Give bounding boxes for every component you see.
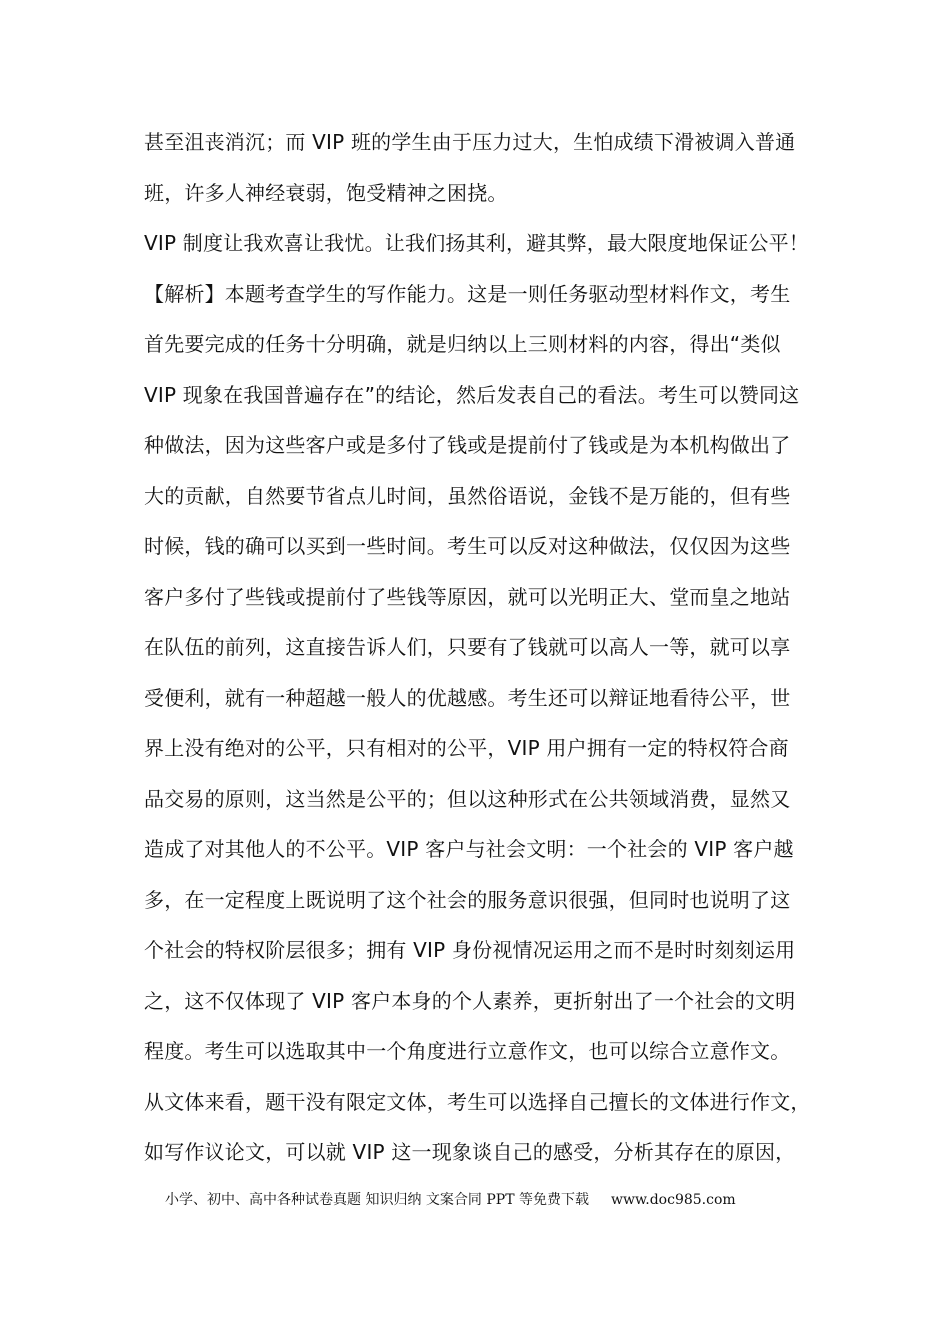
text-line: 之，这不仅体现了 VIP 客户本身的个人素养，更折射出了一个社会的文明 <box>144 988 796 1013</box>
text-line: VIP 现象在我国普遍存在”的结论，然后发表自己的看法。考生可以赞同这 <box>144 382 800 407</box>
text-line: 甚至沮丧消沉；而 VIP 班的学生由于压力过大，生怕成绩下滑被调入普通 <box>144 130 796 154</box>
text-line: 造成了对其他人的不公平。VIP 客户与社会文明：一个社会的 VIP 客户越 <box>144 837 794 861</box>
text-line: 客户多付了些钱或提前付了些钱等原因，就可以光明正大、堂而皇之地站 <box>144 584 791 609</box>
page-footer <box>165 1190 805 1210</box>
text-line: VIP 制度让我欢喜让我忧。让我们扬其利，避其弊，最大限度地保证公平！ <box>144 231 809 255</box>
footer-site-link[interactable]: www.doc985.com <box>610 1192 736 1208</box>
text-line: 如写作议论文，可以就 VIP 这一现象谈自己的感受，分析其存在的原因， <box>144 1140 796 1164</box>
document-body <box>144 117 824 1178</box>
text-line: 在队伍的前列，这直接告诉人们，只要有了钱就可以高人一等，就可以享 <box>144 635 791 659</box>
text-line: 首先要完成的任务十分明确，就是归纳以上三则材料的内容，得出“类似 <box>144 332 781 356</box>
text-line: 【解析】本题考查学生的写作能力。这是一则任务驱动型材料作文，考生 <box>144 281 791 306</box>
footer-text: 小学、初中、高中各种试卷真题 知识归纳 文案合同 PPT 等免费下载 <box>165 1192 589 1208</box>
text-line: 种做法，因为这些客户或是多付了钱或是提前付了钱或是为本机构做出了 <box>144 433 791 457</box>
text-line: 大的贡献，自然要节省点儿时间，虽然俗语说，金钱不是万能的，但有些 <box>144 483 791 508</box>
text-line: 时候，钱的确可以买到一些时间。考生可以反对这种做法，仅仅因为这些 <box>144 534 791 558</box>
text-line: 个社会的特权阶层很多；拥有 VIP 身份视情况运用之而不是时时刻刻运用 <box>144 938 796 962</box>
text-line: 多，在一定程度上既说明了这个社会的服务意识很强，但同时也说明了这 <box>144 887 791 912</box>
text-line: 班，许多人神经衰弱，饱受精神之困挠。 <box>144 180 508 205</box>
text-line: 界上没有绝对的公平，只有相对的公平，VIP 用户拥有一定的特权符合商 <box>144 736 789 760</box>
text-line: 受便利，就有一种超越一般人的优越感。考生还可以辩证地看待公平，世 <box>144 685 791 710</box>
text-line: 品交易的原则，这当然是公平的；但以这种形式在公共领域消费，显然又 <box>144 786 791 811</box>
text-line: 程度。考生可以选取其中一个角度进行立意作文，也可以综合立意作文。 <box>144 1039 791 1063</box>
text-line: 从文体来看，题干没有限定文体，考生可以选择自己擅长的文体进行作文， <box>144 1089 811 1114</box>
